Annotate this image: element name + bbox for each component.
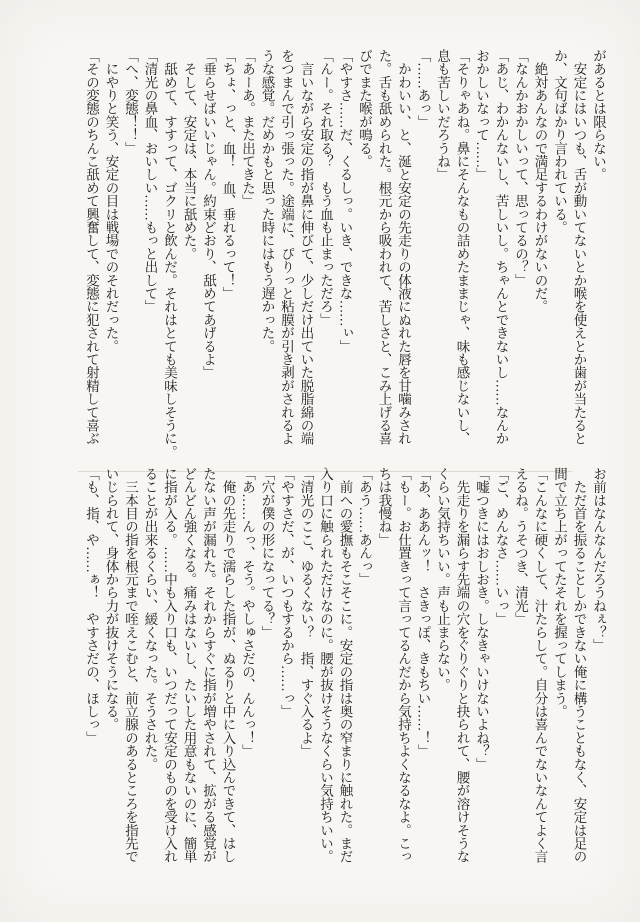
text-line: 安定にはいつも、舌が動いてないとか喉を使えとか歯が当たると bbox=[571, 49, 587, 446]
text-line: 俺の先走りで濡らした指が、ぬるりと中に入り込んできて、はし bbox=[220, 467, 236, 864]
text-line: 「穴が僕の形になってる？」 bbox=[259, 467, 275, 639]
text-line: たない声が漏れた。それからすぐに指が増やされて、拡がる感覚が bbox=[201, 467, 216, 864]
text-line: おかしいなって……」 bbox=[474, 49, 489, 182]
text-line: 「へ、変態！！」 bbox=[123, 49, 138, 155]
text-line: 前への愛撫もそこそこに。安定の指は奥の窄まりに触れた。まだ bbox=[337, 467, 353, 864]
text-line: 言いながら安定の指が鼻に伸びて、少しだけ出ていた脱脂綿の端 bbox=[298, 49, 314, 446]
text-line: 息も苦しいだろうね」 bbox=[435, 49, 450, 182]
text-line: お前はなんなんだろうねぇ？」 bbox=[591, 467, 606, 652]
text-line: 三本目の指を根元まで咥えこむと、前立腺のあるところを指先で bbox=[123, 467, 138, 864]
text-line: た。舌も舐められた。根元から吸われて、苦しさと、こみ上げる喜 bbox=[376, 49, 392, 446]
text-line: 「その変態のちんこ舐めて興奮して、変態に犯されて射精して喜ぶ bbox=[84, 49, 99, 446]
text-line: 「ご、めんなさ……いっ」 bbox=[493, 467, 509, 626]
text-line: に指が入る。……中も入り口も、いつだって安定のものを受け入れ bbox=[162, 467, 177, 864]
text-line: 「……あっ」 bbox=[415, 49, 431, 129]
text-line: 「もー。お仕置きって言ってるんだから気持ちよくなるなよ。こっ bbox=[396, 467, 411, 864]
text-line: 「ちょ、っと、血！ 血、垂れるって！」 bbox=[220, 49, 236, 300]
text-line: 「清光の鼻血、おいしい……もっと出して」 bbox=[142, 49, 158, 314]
text-line: 「なんかおかしいって、思ってるの？」 bbox=[513, 49, 528, 287]
text-line: 「垂らせばいいじゃん。約束どおり、舐めてあげるよ」 bbox=[201, 49, 216, 380]
text-line: かわいい、と、涎と安定の先走りの体液にぬれた唇を甘噛みされ bbox=[396, 49, 411, 446]
text-line: 「あーあ。また出てきた」 bbox=[240, 49, 255, 208]
text-line: びでまた喉が鳴る。 bbox=[357, 49, 372, 168]
text-line: ちは我慢ね」 bbox=[376, 467, 392, 547]
bottom-page-text-block bbox=[78, 467, 608, 879]
text-line: 「んー。それ取る？ もう血も止まっただろ」 bbox=[318, 49, 333, 327]
text-line: 先走りを漏らす先端の穴をぐりぐりと抉られて、腰が溶けそうな bbox=[454, 467, 470, 864]
text-line: をつまんで引っ張った。途端に、ぴりっと粘膜が引き剥がされるよ bbox=[279, 49, 294, 446]
text-line: ることが出来るくらい、緩くなった。そうされた。 bbox=[142, 467, 158, 771]
text-line: ただ首を振ることしかできない俺に構うこともなく、安定は足の bbox=[571, 467, 587, 864]
text-line: 「あじ、わかんないし、苦しいし。ちゃんとできないし……なんか bbox=[493, 49, 509, 446]
text-line: 舐めて、すすって、ゴクリと飲んだ。それはとても美味しそうに。 bbox=[162, 49, 177, 459]
text-line: にやりと笑う、安定の目は戦場でのそれだった。 bbox=[103, 49, 119, 353]
text-line: 「あ、ああんッ！ さきっぽ、きもちい……！」 bbox=[415, 467, 431, 758]
top-page-text-block bbox=[78, 49, 608, 465]
text-line: 「も、指、や……ぁ！ やすさだの、ほしっ」 bbox=[84, 467, 99, 745]
text-line: 「嘘つきにはおしおき。しなきゃいけないよね？」 bbox=[474, 467, 489, 771]
text-line: うな感覚。だめかもと思った時にはもう遅かった。 bbox=[259, 49, 275, 353]
text-line: があるとは限らない。 bbox=[591, 49, 606, 182]
text-line: 「そりゃあね。鼻にそんなもの詰めたままじゃ、味も感じないし、 bbox=[454, 49, 470, 446]
text-line: 「やすさ……だ、くるしっ。いき、できな……ぃ」 bbox=[337, 49, 353, 353]
text-line: 間で立ち上がってたそれを握ってしまう。 bbox=[552, 467, 567, 718]
text-line: 入り口に触られただけなのに。腰が抜けそうなくらい気持ちいい。 bbox=[318, 467, 333, 864]
text-line: そして、安定は、本当に舐めた。 bbox=[181, 49, 197, 261]
text-line: 絶対あんなので満足するわけがないのだ。 bbox=[532, 49, 548, 314]
text-line: 「清光のここ、ゆるくない？ 指、すぐ入るよ」 bbox=[298, 467, 314, 758]
text-line: 「やすさだ、が、いつもするから……っ」 bbox=[279, 467, 294, 718]
text-line: か、文句ばかり言われている。 bbox=[552, 49, 567, 234]
text-line: いじられて、身体から力が抜けそうになる。 bbox=[103, 467, 119, 732]
text-line: くらい気持ちいい。声も止まらない。 bbox=[435, 467, 450, 692]
text-line: 「あ……んっ、そう。やしゅさだの、んんっ！」 bbox=[240, 467, 255, 758]
text-line: 「あう……あんっ」 bbox=[357, 467, 372, 586]
text-line: 「こんなに硬くして、汁たらして。自分は喜んでないなんてよく言 bbox=[532, 467, 548, 864]
text-line: えるね。うそつき、清光」 bbox=[513, 467, 528, 626]
text-line: どんどん強くなる。痛みはないし、たいした用意もないのに、簡単 bbox=[181, 467, 197, 864]
